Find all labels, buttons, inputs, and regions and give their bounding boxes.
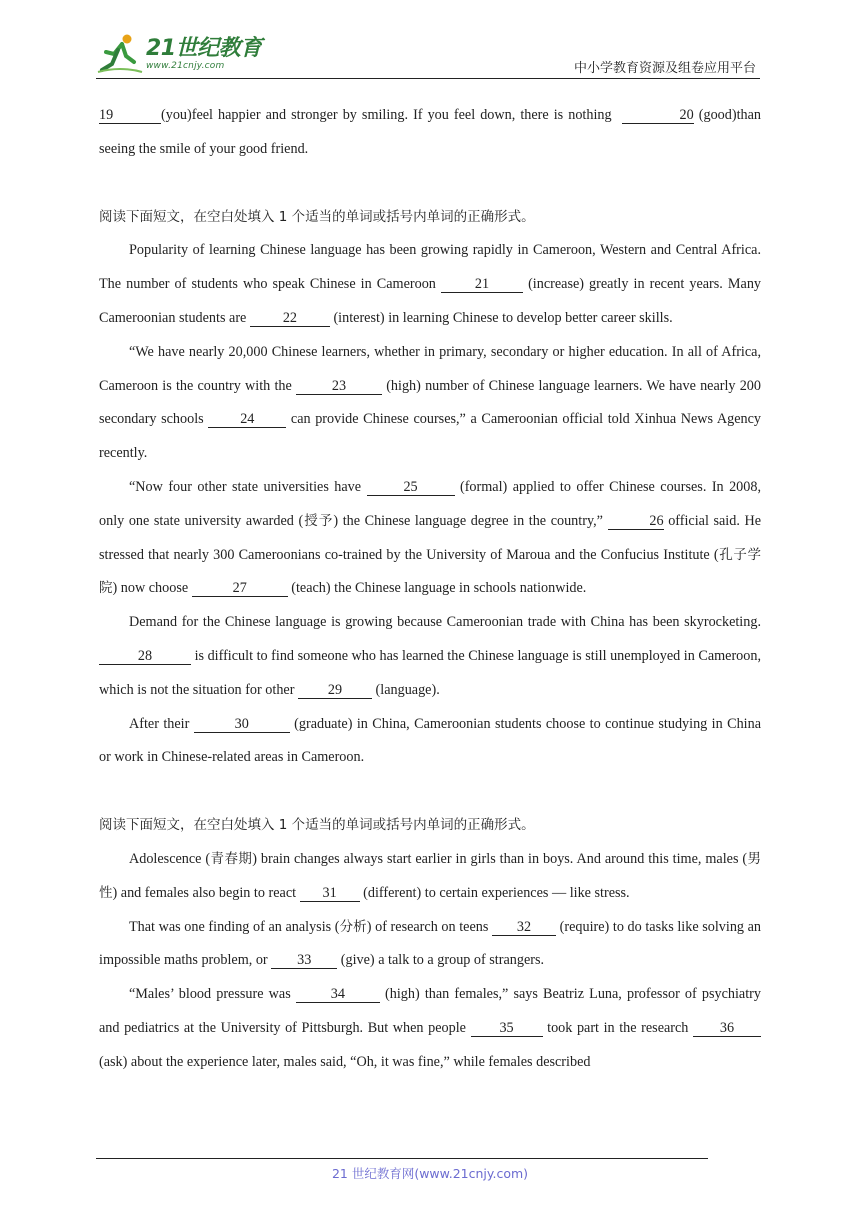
page-header bbox=[96, 32, 760, 79]
blank-28: 28 bbox=[99, 648, 191, 665]
text: (formal) applied to offer Chinese courses. In 2008, only one state university awarded ( bbox=[99, 478, 761, 529]
paragraph-s0-p1 bbox=[99, 99, 761, 167]
text: “Now four other state universities have bbox=[129, 478, 362, 495]
text: (high) number of Chinese language learners. We have nearly 200 secondary schools bbox=[99, 377, 761, 428]
running-figure-logo-icon bbox=[96, 32, 144, 76]
text: “Males’ blood pressure was bbox=[129, 986, 291, 1003]
blank-19: 19 bbox=[99, 107, 161, 124]
text: (language). bbox=[375, 681, 440, 698]
logo-title: 21世纪教育 bbox=[146, 35, 262, 61]
text: (high) than females,” says Beatriz Luna, professor of psychiatry and pediatrics at the University of Pittsburgh. But when people bbox=[99, 986, 761, 1036]
text: ) and females also begin to react bbox=[112, 884, 297, 901]
text: (require) to do tasks like solving an impossible maths problem, or bbox=[99, 918, 762, 969]
text: (increase) greatly in recent years. Many Cameroonian students are bbox=[99, 276, 762, 326]
chinese-gloss: 男性 bbox=[99, 850, 762, 901]
text: can provide Chinese courses,” a Cameroonian official told Xinhua News Agency recently. bbox=[99, 411, 762, 462]
page-footer: 21 世纪教育网(www.21cnjy.com) bbox=[331, 1166, 529, 1181]
text: Demand for the Chinese language is growing because Cameroonian trade with China has been skyrocketing. bbox=[129, 614, 761, 631]
paragraph-s2-p1 bbox=[99, 843, 761, 911]
blank-33: 33 bbox=[271, 952, 337, 969]
text: ) brain changes always start earlier in girls than in boys. And around this time, males ( bbox=[252, 850, 748, 867]
paragraph-s2-p3 bbox=[99, 978, 761, 1079]
text: official said. He stressed that nearly 300 Cameroonians co-trained by the University of Maroua and the Confucius Institute ( bbox=[99, 512, 762, 563]
blank-21: 21 bbox=[441, 276, 523, 293]
paragraph-s1-p5 bbox=[99, 708, 761, 776]
blank-34: 34 bbox=[296, 986, 380, 1003]
document-body bbox=[99, 99, 761, 1080]
chinese-gloss: 孔子学院 bbox=[99, 546, 761, 597]
instruction-2: 阅读下面短文，在空白处填入 1 个适当的单词或括号内单词的正确形式。 bbox=[99, 817, 535, 834]
text: ) of research on teens bbox=[366, 918, 489, 935]
paragraph-s1-p2 bbox=[99, 336, 761, 471]
text: is difficult to find someone who has learned the Chinese language is still unemployed in Cameroon, which is not the situation for other bbox=[99, 647, 762, 698]
footer-divider bbox=[96, 1158, 708, 1159]
text: took part in the research bbox=[547, 1019, 689, 1036]
logo-url: www.21cnjy.com bbox=[146, 60, 225, 71]
text: (good)than seeing the smile of your good friend. bbox=[99, 107, 762, 157]
chinese-gloss: 分析 bbox=[339, 918, 367, 935]
blank-22: 22 bbox=[250, 310, 330, 327]
text: (interest) in learning Chinese to develop better career skills. bbox=[333, 309, 673, 326]
text: (you)feel happier and stronger by smiling. If you feel down, there is nothing bbox=[161, 107, 612, 123]
blank-29: 29 bbox=[298, 682, 372, 699]
text: (give) a talk to a group of strangers. bbox=[340, 952, 545, 969]
text: After their bbox=[129, 715, 190, 732]
text: (teach) the Chinese language in schools nationwide. bbox=[291, 580, 587, 597]
blank-27: 27 bbox=[192, 580, 288, 597]
text: (ask) about the experience later, males said, “Oh, it was fine,” while females described bbox=[99, 1053, 591, 1070]
site-logo bbox=[96, 32, 262, 76]
text: (graduate) in China, Cameroonian students choose to continue studying in China or work in Chinese-related areas in Cameroon. bbox=[99, 715, 761, 766]
blank-36: 36 bbox=[693, 1020, 761, 1037]
chinese-gloss: 青春期 bbox=[210, 850, 253, 867]
blank-24: 24 bbox=[208, 411, 286, 428]
blank-23: 23 bbox=[296, 378, 382, 395]
paragraph-s1-p3 bbox=[99, 471, 761, 606]
instruction-1: 阅读下面短文，在空白处填入 1 个适当的单词或括号内单词的正确形式。 bbox=[99, 208, 535, 225]
blank-26: 26 bbox=[608, 513, 664, 530]
blank-35: 35 bbox=[471, 1020, 543, 1037]
text: Popularity of learning Chinese language has been growing rapidly in Cameroon, Western and Central Africa. The number of students who speak Chinese in Cameroon bbox=[99, 242, 761, 293]
paragraph-s1-p4 bbox=[99, 606, 761, 707]
paragraph-s1-p1 bbox=[99, 234, 761, 335]
chinese-gloss: 授予 bbox=[303, 512, 334, 529]
blank-31: 31 bbox=[300, 885, 360, 902]
text: ) now choose bbox=[112, 580, 189, 597]
platform-name: 中小学教育资源及组卷应用平台 bbox=[573, 61, 756, 76]
text: Adolescence ( bbox=[129, 850, 211, 867]
blank-25: 25 bbox=[367, 479, 455, 496]
blank-32: 32 bbox=[492, 919, 556, 936]
paragraph-s2-p2 bbox=[99, 911, 761, 979]
text: That was one finding of an analysis ( bbox=[129, 918, 340, 935]
text: “We have nearly 20,000 Chinese learners, whether in primary, secondary or higher education. In all of Africa, Cameroon is the country with the bbox=[99, 343, 761, 394]
text: (different) to certain experiences — like stress. bbox=[363, 884, 630, 901]
blank-30: 30 bbox=[194, 716, 290, 733]
text: ) the Chinese language degree in the country,” bbox=[333, 512, 603, 529]
blank-20: 20 bbox=[622, 107, 694, 124]
